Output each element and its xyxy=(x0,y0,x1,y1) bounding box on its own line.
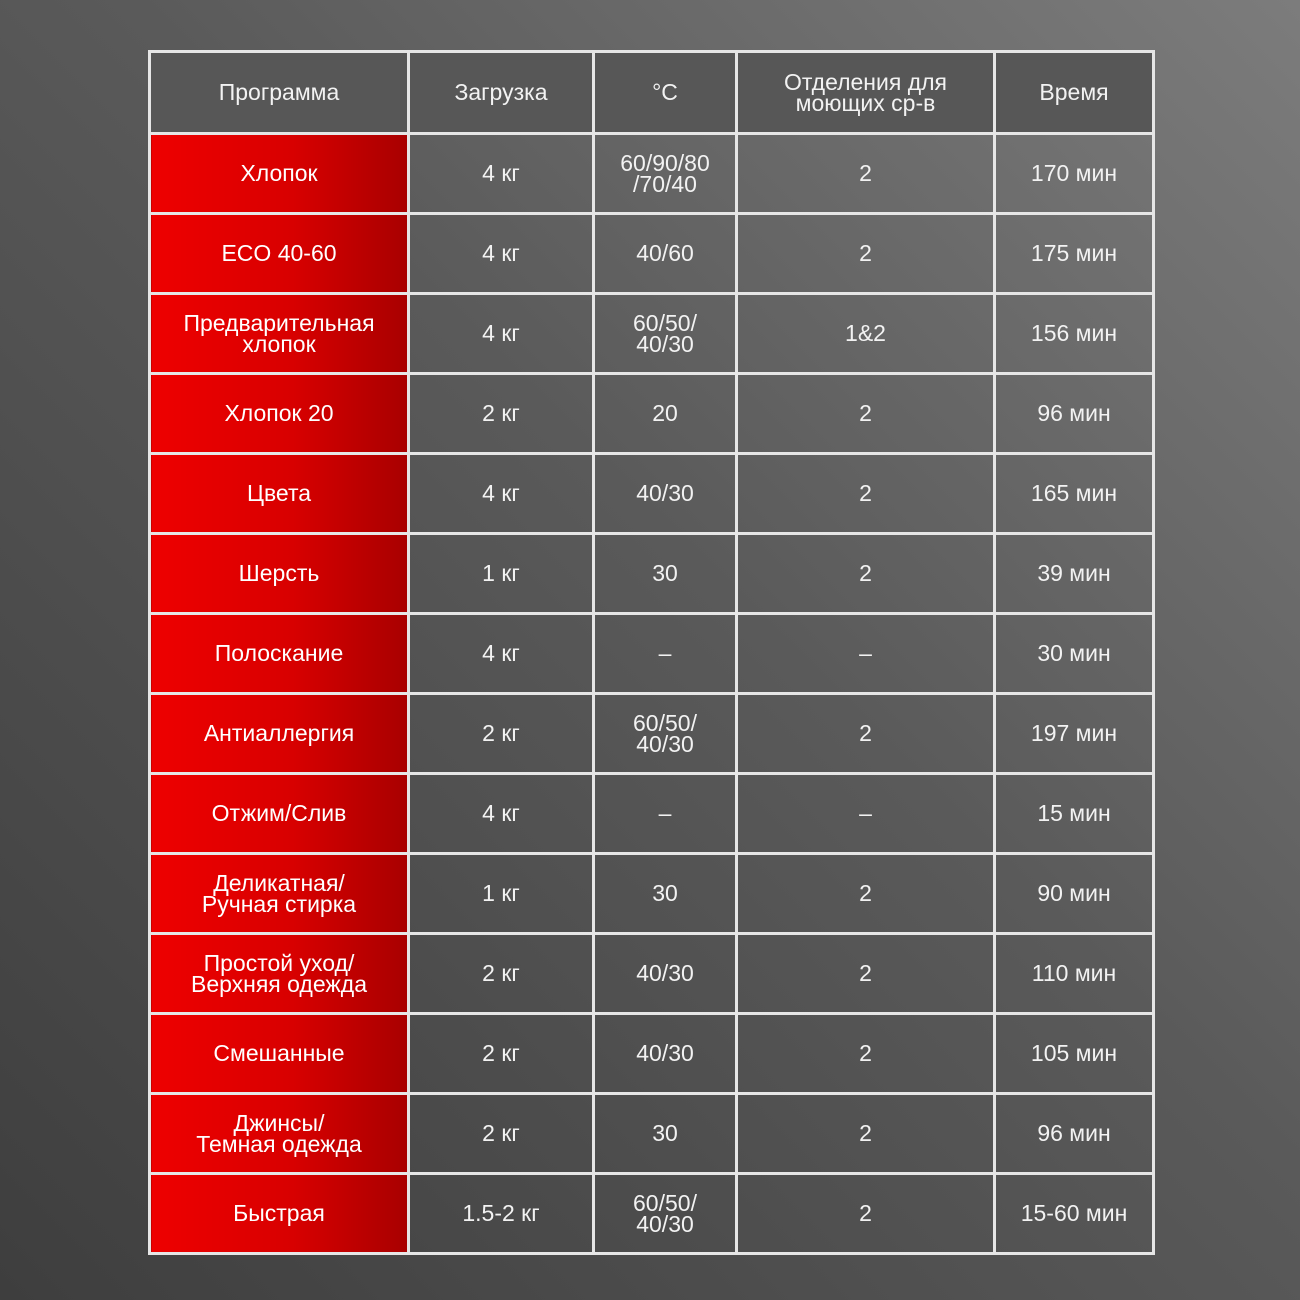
compartments-cell: 2 xyxy=(737,1174,995,1254)
temperature-cell: 40/30 xyxy=(594,454,737,534)
program-cell: Смешанные xyxy=(150,1014,409,1094)
time-cell: 15 мин xyxy=(995,774,1154,854)
temperature-cell: 40/30 xyxy=(594,934,737,1014)
table-row xyxy=(150,1094,1154,1174)
program-cell: Антиаллергия xyxy=(150,694,409,774)
table-row xyxy=(150,694,1154,774)
load-cell: 2 кг xyxy=(409,374,594,454)
program-cell: Отжим/Слив xyxy=(150,774,409,854)
temperature-cell: 30 xyxy=(594,854,737,934)
load-cell: 4 кг xyxy=(409,454,594,534)
compartments-cell: – xyxy=(737,774,995,854)
program-cell: Предварительная хлопок xyxy=(150,294,409,374)
table-body xyxy=(150,134,1154,1254)
time-cell: 39 мин xyxy=(995,534,1154,614)
time-cell: 96 мин xyxy=(995,1094,1154,1174)
load-cell: 2 кг xyxy=(409,694,594,774)
compartments-cell: 2 xyxy=(737,934,995,1014)
table-row xyxy=(150,374,1154,454)
time-cell: 170 мин xyxy=(995,134,1154,214)
header-temperature: °C xyxy=(594,52,737,134)
temperature-cell: 60/90/80 /70/40 xyxy=(594,134,737,214)
program-cell: Хлопок 20 xyxy=(150,374,409,454)
program-cell: Деликатная/ Ручная стирка xyxy=(150,854,409,934)
compartments-cell: 2 xyxy=(737,1094,995,1174)
time-cell: 96 мин xyxy=(995,374,1154,454)
time-cell: 30 мин xyxy=(995,614,1154,694)
temperature-cell: – xyxy=(594,614,737,694)
temperature-cell: – xyxy=(594,774,737,854)
header-detergent-compartments: Отделения для моющих ср-в xyxy=(737,52,995,134)
compartments-cell: 1&2 xyxy=(737,294,995,374)
load-cell: 1 кг xyxy=(409,534,594,614)
compartments-cell: 2 xyxy=(737,374,995,454)
program-cell: Цвета xyxy=(150,454,409,534)
time-cell: 156 мин xyxy=(995,294,1154,374)
temperature-cell: 40/60 xyxy=(594,214,737,294)
temperature-cell: 60/50/ 40/30 xyxy=(594,1174,737,1254)
program-cell: Шерсть xyxy=(150,534,409,614)
load-cell: 4 кг xyxy=(409,214,594,294)
load-cell: 4 кг xyxy=(409,134,594,214)
compartments-cell: 2 xyxy=(737,214,995,294)
table-row xyxy=(150,774,1154,854)
time-cell: 197 мин xyxy=(995,694,1154,774)
compartments-cell: 2 xyxy=(737,454,995,534)
load-cell: 2 кг xyxy=(409,934,594,1014)
program-cell: Простой уход/ Верхняя одежда xyxy=(150,934,409,1014)
compartments-cell: 2 xyxy=(737,134,995,214)
program-cell: Хлопок xyxy=(150,134,409,214)
time-cell: 165 мин xyxy=(995,454,1154,534)
program-cell: Быстрая xyxy=(150,1174,409,1254)
wash-programs-table xyxy=(148,50,1155,1255)
load-cell: 4 кг xyxy=(409,294,594,374)
table-row xyxy=(150,934,1154,1014)
program-cell: Полоскание xyxy=(150,614,409,694)
table-header xyxy=(150,52,1154,134)
load-cell: 1 кг xyxy=(409,854,594,934)
temperature-cell: 30 xyxy=(594,534,737,614)
header-load: Загрузка xyxy=(409,52,594,134)
table-row xyxy=(150,294,1154,374)
temperature-cell: 60/50/ 40/30 xyxy=(594,694,737,774)
header-program: Программа xyxy=(150,52,409,134)
table-row xyxy=(150,134,1154,214)
table-row xyxy=(150,1174,1154,1254)
compartments-cell: 2 xyxy=(737,1014,995,1094)
time-cell: 105 мин xyxy=(995,1014,1154,1094)
load-cell: 4 кг xyxy=(409,614,594,694)
compartments-cell: 2 xyxy=(737,534,995,614)
compartments-cell: 2 xyxy=(737,854,995,934)
table-row xyxy=(150,1014,1154,1094)
program-cell: Джинсы/ Темная одежда xyxy=(150,1094,409,1174)
header-row xyxy=(150,52,1154,134)
time-cell: 110 мин xyxy=(995,934,1154,1014)
header-time: Время xyxy=(995,52,1154,134)
temperature-cell: 20 xyxy=(594,374,737,454)
time-cell: 15-60 мин xyxy=(995,1174,1154,1254)
compartments-cell: – xyxy=(737,614,995,694)
time-cell: 90 мин xyxy=(995,854,1154,934)
temperature-cell: 30 xyxy=(594,1094,737,1174)
table-row xyxy=(150,854,1154,934)
load-cell: 2 кг xyxy=(409,1014,594,1094)
load-cell: 2 кг xyxy=(409,1094,594,1174)
temperature-cell: 40/30 xyxy=(594,1014,737,1094)
temperature-cell: 60/50/ 40/30 xyxy=(594,294,737,374)
table-row xyxy=(150,614,1154,694)
time-cell: 175 мин xyxy=(995,214,1154,294)
table-row xyxy=(150,214,1154,294)
program-cell: ECO 40-60 xyxy=(150,214,409,294)
table-row xyxy=(150,454,1154,534)
compartments-cell: 2 xyxy=(737,694,995,774)
load-cell: 1.5-2 кг xyxy=(409,1174,594,1254)
table-row xyxy=(150,534,1154,614)
load-cell: 4 кг xyxy=(409,774,594,854)
